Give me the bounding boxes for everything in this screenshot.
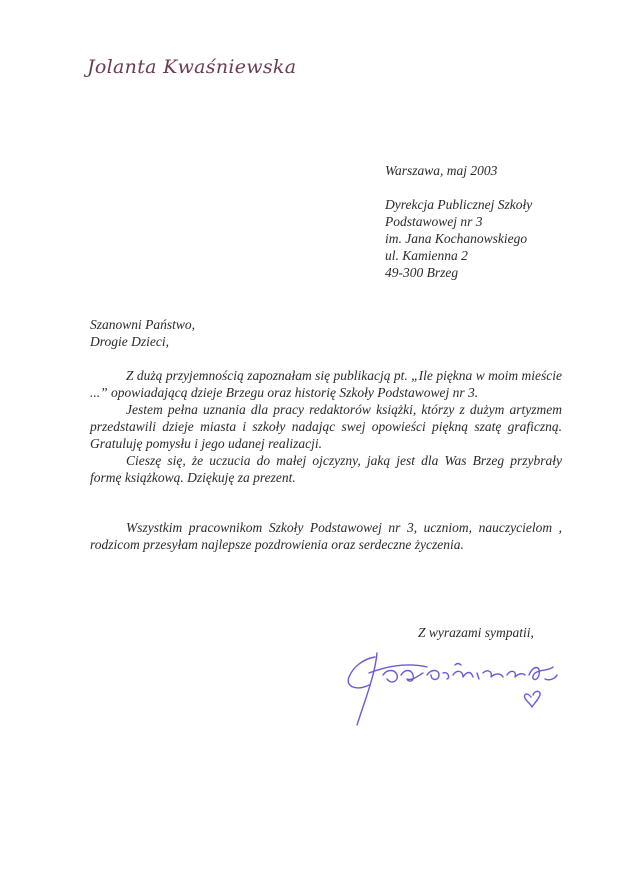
greeting-section (90, 519, 562, 553)
letter-body (90, 367, 562, 486)
closing-phrase: Z wyrazami sympatii, (418, 625, 534, 640)
body-paragraph: Z dużą przyjemnością zapoznałam się publikacją pt. „Ile piękna w moim mieście ...” opowiadającą dzieje Brzegu oraz historię Szkoły Podstawowej nr 3. (90, 368, 562, 400)
letterhead-name: Jolanta Kwaśniewska (87, 56, 297, 78)
recipient-address (385, 196, 532, 281)
address-line: 49-300 Brzeg (385, 265, 459, 280)
body-paragraph: Cieszę się, że uczucia do małej ojczyzny, jaką jest dla Was Brzeg przybrały formę książkową. Dziękuję za prezent. (90, 453, 562, 485)
greeting-paragraph: Wszystkim pracownikom Szkoły Podstawowej nr 3, uczniom, nauczycielom , rodzicom przesyłam najlepsze pozdrowienia oraz serdeczne życzenia. (90, 520, 562, 552)
address-line: im. Jana Kochanowskiego (385, 231, 528, 246)
salutation (90, 316, 195, 350)
salutation-line: Szanowni Państwo, (90, 317, 196, 332)
handwritten-signature (335, 645, 575, 735)
body-paragraph: Jestem pełna uznania dla pracy redaktorów książki, którzy z dużym artyzmem przedstawili dzieje miasta i szkoły nadając swej opowieści piękną szatę graficzną. Gratuluję pomysłu i jego udanej realizacji. (90, 402, 562, 451)
letter-date: Warszawa, maj 2003 (385, 163, 498, 178)
address-line: Podstawowej nr 3 (385, 214, 483, 229)
address-line: ul. Kamienna 2 (385, 248, 468, 263)
address-line: Dyrekcja Publicznej Szkoły (385, 197, 533, 212)
salutation-line: Drogie Dzieci, (90, 334, 169, 349)
